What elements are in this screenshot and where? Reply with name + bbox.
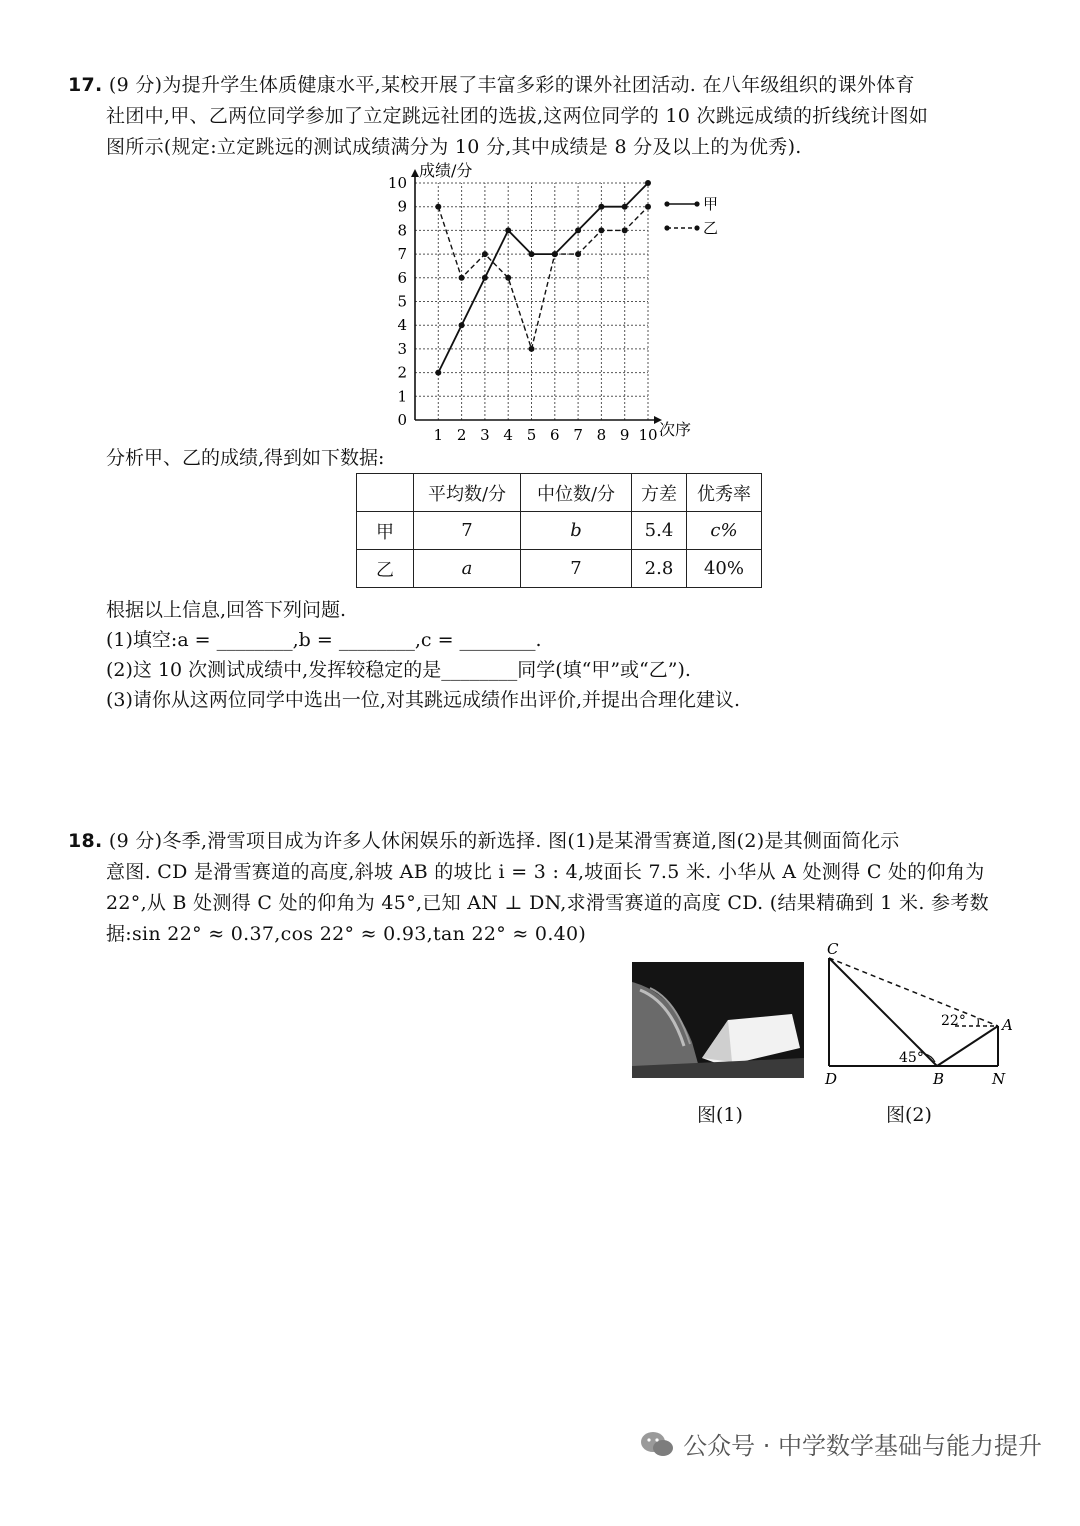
data-point bbox=[645, 180, 651, 186]
footer-text: 公众号 · 中学数学基础与能力提升 bbox=[683, 1432, 1042, 1460]
y-tick-label: 2 bbox=[397, 363, 407, 382]
q17-text-2: 社团中,甲、乙两位同学参加了立定跳远社团的选拔,这两位同学的 10 次跳远成绩的折线统计图如 bbox=[106, 105, 929, 127]
y-tick-label: 9 bbox=[397, 197, 407, 216]
data-point bbox=[435, 204, 441, 210]
y-tick-label: 10 bbox=[387, 174, 407, 192]
chart-grid bbox=[415, 183, 648, 420]
table-cell: 2.8 bbox=[632, 550, 687, 588]
legend-label: 甲 bbox=[703, 195, 719, 213]
table-header-row bbox=[357, 474, 762, 512]
y-tick-label: 1 bbox=[397, 387, 407, 406]
q18-text-1: (9 分)冬季,滑雪项目成为许多人休闲娱乐的新选择. 图(1)是某滑雪赛道,图(2)是其侧面简化示 bbox=[108, 830, 900, 852]
legend-marker bbox=[664, 225, 669, 230]
question-18 bbox=[68, 826, 1018, 950]
table-header-cell: 方差 bbox=[632, 474, 687, 512]
q17-text-3: 图所示(规定:立定跳远的测试成绩满分为 10 分,其中成绩是 8 分及以上的为优秀). bbox=[106, 136, 802, 158]
data-point bbox=[482, 275, 488, 281]
table-cell: 乙 bbox=[357, 550, 414, 588]
x-tick-label: 9 bbox=[619, 426, 630, 444]
x-tick-label: 2 bbox=[456, 426, 467, 444]
q17-number: 17. bbox=[68, 74, 103, 96]
legend-marker bbox=[694, 225, 699, 230]
point-n-label: N bbox=[992, 1070, 1006, 1088]
y-tick-label: 3 bbox=[397, 339, 407, 358]
data-point bbox=[622, 204, 628, 210]
question-17 bbox=[68, 70, 1018, 163]
angle-22-label: 22° bbox=[941, 1013, 966, 1029]
table-cell: a bbox=[414, 550, 521, 588]
chart-ticks bbox=[388, 174, 658, 444]
figure-1-caption: 图(1) bbox=[697, 1104, 743, 1126]
x-tick-label: 5 bbox=[526, 426, 537, 444]
table-header-cell: 平均数/分 bbox=[414, 474, 521, 512]
stats-table bbox=[356, 473, 762, 588]
table-header-cell: 优秀率 bbox=[687, 474, 762, 512]
data-point bbox=[645, 204, 651, 210]
q18-text-3: 22°,从 B 处测得 C 处的仰角为 45°,已知 AN ⊥ DN,求滑雪赛道的高度 CD. (结果精确到 1 米. 参考数 bbox=[106, 892, 989, 914]
y-tick-label: 8 bbox=[397, 221, 407, 240]
y-tick-label: 7 bbox=[397, 245, 407, 264]
data-point bbox=[482, 251, 488, 257]
chart-legend bbox=[664, 195, 718, 237]
point-a-label: A bbox=[1002, 1016, 1013, 1034]
x-tick-label: 3 bbox=[480, 426, 490, 444]
q18-number: 18. bbox=[68, 830, 103, 852]
angle-45-label: 45° bbox=[899, 1050, 924, 1066]
q18-line-1 bbox=[68, 826, 1018, 857]
table-row bbox=[357, 550, 762, 588]
data-point bbox=[435, 370, 441, 376]
x-tick-label: 1 bbox=[433, 426, 444, 444]
x-tick-label: 7 bbox=[573, 426, 583, 444]
watermark-footer bbox=[639, 1426, 1042, 1461]
figure-2-caption: 图(2) bbox=[886, 1104, 932, 1126]
table-cell: 7 bbox=[521, 550, 632, 588]
y-axis-arrow bbox=[411, 169, 419, 177]
data-point bbox=[459, 322, 465, 328]
data-point bbox=[598, 204, 604, 210]
y-axis-label: 成绩/分 bbox=[419, 161, 473, 180]
data-point bbox=[622, 227, 628, 233]
y-tick-label: 4 bbox=[397, 316, 407, 335]
sub-question-2: (2)这 10 次测试成绩中,发挥较稳定的是________同学(填“甲”或“乙”). bbox=[106, 659, 691, 681]
point-d-label: D bbox=[825, 1070, 838, 1088]
point-c-label: C bbox=[827, 940, 839, 958]
table-cell: 40% bbox=[687, 550, 762, 588]
analysis-intro: 分析甲、乙的成绩,得到如下数据: bbox=[106, 447, 385, 469]
q17-text-1: (9 分)为提升学生体质健康水平,某校开展了丰富多彩的课外社团活动. 在八年级组织的课外体育 bbox=[108, 74, 915, 96]
table-cell: b bbox=[521, 512, 632, 550]
x-tick-label: 8 bbox=[596, 426, 607, 444]
q18-text-2: 意图. CD 是滑雪赛道的高度,斜坡 AB 的坡比 i = 3 : 4,坡面长 7.5 米. 小华从 A 处测得 C 处的仰角为 bbox=[106, 861, 985, 883]
legend-marker bbox=[664, 201, 669, 206]
y-tick-label: 0 bbox=[397, 411, 407, 429]
sub-question-1: (1)填空:a = ________,b = ________,c = ________. bbox=[106, 629, 542, 651]
line-chart bbox=[385, 160, 725, 445]
y-tick-label: 6 bbox=[397, 268, 407, 287]
data-point bbox=[529, 251, 535, 257]
data-point bbox=[505, 275, 511, 281]
data-point bbox=[459, 275, 465, 281]
wechat-icon bbox=[639, 1429, 675, 1459]
data-point bbox=[552, 251, 558, 257]
answer-intro: 根据以上信息,回答下列问题. bbox=[106, 599, 347, 621]
table-row bbox=[357, 512, 762, 550]
table-header-cell bbox=[357, 474, 414, 512]
q17-line-1 bbox=[68, 70, 1018, 101]
q18-text-4: 据:sin 22° ≈ 0.37,cos 22° ≈ 0.93,tan 22° ≈ 0.40) bbox=[106, 923, 587, 945]
slope-diagram bbox=[815, 940, 1030, 1090]
sub-question-3: (3)请你从这两位同学中选出一位,对其跳远成绩作出评价,并提出合理化建议. bbox=[106, 689, 741, 711]
legend-label: 乙 bbox=[703, 219, 719, 237]
data-point bbox=[598, 227, 604, 233]
data-point bbox=[575, 227, 581, 233]
data-point bbox=[505, 227, 511, 233]
table-header-cell: 中位数/分 bbox=[521, 474, 632, 512]
point-b-label: B bbox=[933, 1070, 945, 1088]
table-cell: 5.4 bbox=[632, 512, 687, 550]
ski-slope-photo bbox=[632, 962, 804, 1078]
x-tick-label: 6 bbox=[550, 426, 560, 444]
x-tick-label: 10 bbox=[638, 426, 658, 444]
y-tick-label: 5 bbox=[397, 292, 407, 311]
table-cell: 7 bbox=[414, 512, 521, 550]
data-point bbox=[529, 346, 535, 352]
table-cell: 甲 bbox=[357, 512, 414, 550]
x-tick-label: 4 bbox=[503, 426, 513, 444]
table-cell: c% bbox=[687, 512, 762, 550]
x-axis-label: 次序 bbox=[659, 420, 692, 439]
data-point bbox=[575, 251, 581, 257]
legend-marker bbox=[694, 201, 699, 206]
